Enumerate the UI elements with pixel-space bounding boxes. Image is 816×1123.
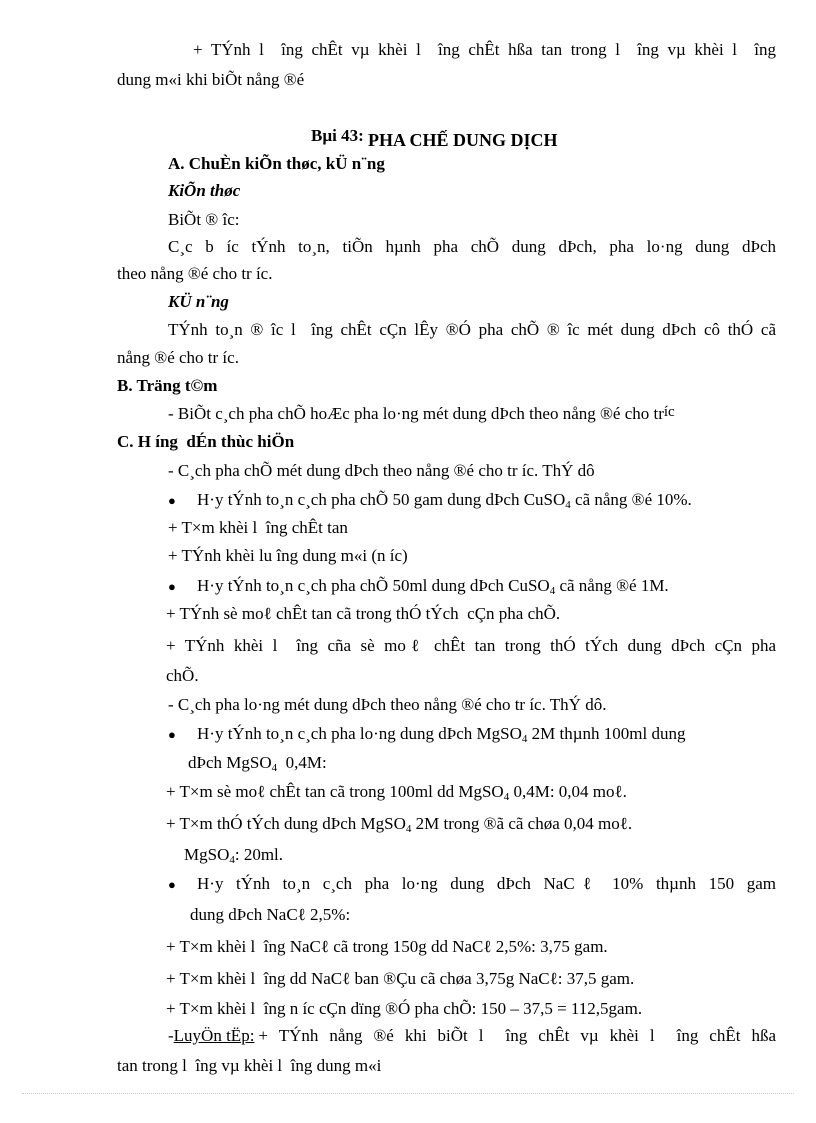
- bullet-icon: ●: [168, 493, 176, 508]
- pha-loang-intro: - C¸ch pha lo·ng mét dung dÞch theo nång ®é cho tr íc. ThÝ dô.: [168, 695, 607, 714]
- practice-line-1: - LuyÖn tËp: + TÝnh nång ®é khi biÕt l îng chÊt vµ khèi l îng chÊt hßa: [168, 1026, 776, 1045]
- lesson-title: PHA CHẾ DUNG DỊCH: [368, 130, 558, 150]
- bullet-icon: ●: [168, 727, 176, 742]
- example-4-step-1: + T×m khèi l îng NaCℓ cã trong 150g dd NaCℓ 2,5%: 3,75 gam.: [166, 937, 608, 956]
- practice-label: LuyÖn tËp:: [173, 1026, 255, 1045]
- example-1-step-1: + T×m khèi l îng chÊt tan: [168, 518, 348, 537]
- example-4-line-1: H·y tÝnh to¸n c¸ch pha lo·ng dung dÞch NaCℓ 10% thµnh 150 gam: [197, 874, 776, 893]
- example-2: H·y tÝnh to¸n c¸ch pha chÕ 50ml dung dÞch CuSO$_4$ cã nång ®é 1M.: [197, 576, 669, 597]
- skill-line-1: TÝnh to¸n ® îc l îng chÊt cÇn lÊy ®Ó pha chÕ ® îc mét dung dÞch cô thÓ cã: [168, 320, 776, 339]
- skill-label: KÜ n¨ng: [168, 292, 229, 311]
- example-3-step-1: + T×m sè moℓ chÊt tan cã trong 100ml dd MgSO$_4$ 0,4M: 0,04 moℓ.: [166, 782, 627, 803]
- pha-che-intro: - C¸ch pha chÕ mét dung dÞch theo nång ®é cho tr íc. ThÝ dô: [168, 461, 595, 480]
- footer-divider: [22, 1093, 794, 1094]
- section-b-text: - BiÕt c¸ch pha chÕ hoÆc pha lo·ng mét dung dÞch theo nång ®é cho tr: [168, 404, 664, 423]
- example-3-step-2: + T×m thÓ tÝch dung dÞch MgSO$_4$ 2M trong ®ã cã chøa 0,04 moℓ.: [166, 814, 633, 835]
- bullet-icon: ●: [168, 579, 176, 594]
- example-1: H·y tÝnh to¸n c¸ch pha chÕ 50 gam dung dÞch CuSO$_4$ cã nång ®é 10%.: [197, 490, 692, 511]
- section-b-tail: íc: [663, 404, 675, 420]
- example-2-step-2a: + TÝnh khèi l îng cña sè moℓ chÊt tan trong thÓ tÝch dung dÞch cÇn pha: [166, 636, 776, 655]
- practice-line-2: tan trong l îng vµ khèi l îng dung m«i: [117, 1056, 382, 1075]
- knowledge-line-1: C¸c b íc tÝnh to¸n, tiÕn hµnh pha chÕ dung dÞch, pha lo·ng dung dÞch: [168, 237, 776, 256]
- intro-line-2: dung m«i khi biÕt nång ®é: [117, 70, 305, 89]
- bullet-icon: ●: [168, 877, 176, 892]
- section-c-heading: C. H íng dÉn thùc hiÖn: [117, 432, 295, 451]
- section-b-heading: B. Träng t©m: [117, 376, 218, 395]
- section-a-heading: A. ChuÈn kiÕn thøc, kÜ n¨ng: [168, 154, 385, 173]
- example-4-step-3: + T×m khèi l îng n íc cÇn dïng ®Ó pha chÕ: 150 – 37,5 = 112,5gam.: [166, 999, 643, 1018]
- example-3-line-2: dÞch MgSO$_4$ 0,4M:: [188, 753, 327, 774]
- example-4-line-2: dung dÞch NaCℓ 2,5%:: [190, 905, 351, 924]
- lesson-heading: [311, 125, 558, 150]
- lesson-label: Bµi 43:: [311, 126, 364, 145]
- knowledge-label: KiÕn thøc: [168, 181, 241, 200]
- example-3-line-1: H·y tÝnh to¸n c¸ch pha lo·ng dung dÞch MgSO$_4$ 2M thµnh 100ml dung: [197, 724, 686, 745]
- example-2-step-2b: chÕ.: [166, 666, 199, 685]
- example-1-step-2: + TÝnh khèi lu îng dung m«i (n íc): [168, 546, 408, 565]
- example-3-step-3: MgSO$_4$: 20ml.: [184, 845, 284, 866]
- intro-line-1: + TÝnh l îng chÊt vµ khèi l îng chÊt hßa tan trong l îng vµ khèi l îng: [193, 40, 776, 59]
- example-4-step-2: + T×m khèi l îng dd NaCℓ ban ®Çu cã chøa 3,75g NaCℓ: 37,5 gam.: [166, 969, 635, 988]
- section-b-line: [168, 404, 675, 424]
- knowledge-line-2: theo nång ®é cho tr íc.: [117, 264, 273, 283]
- example-2-step-1: + TÝnh sè moℓ chÊt tan cã trong thÓ tÝch cÇn pha chÕ.: [166, 604, 561, 623]
- skill-line-2: nång ®é cho tr íc.: [117, 348, 239, 367]
- knowledge-intro: BiÕt ® îc:: [168, 210, 240, 229]
